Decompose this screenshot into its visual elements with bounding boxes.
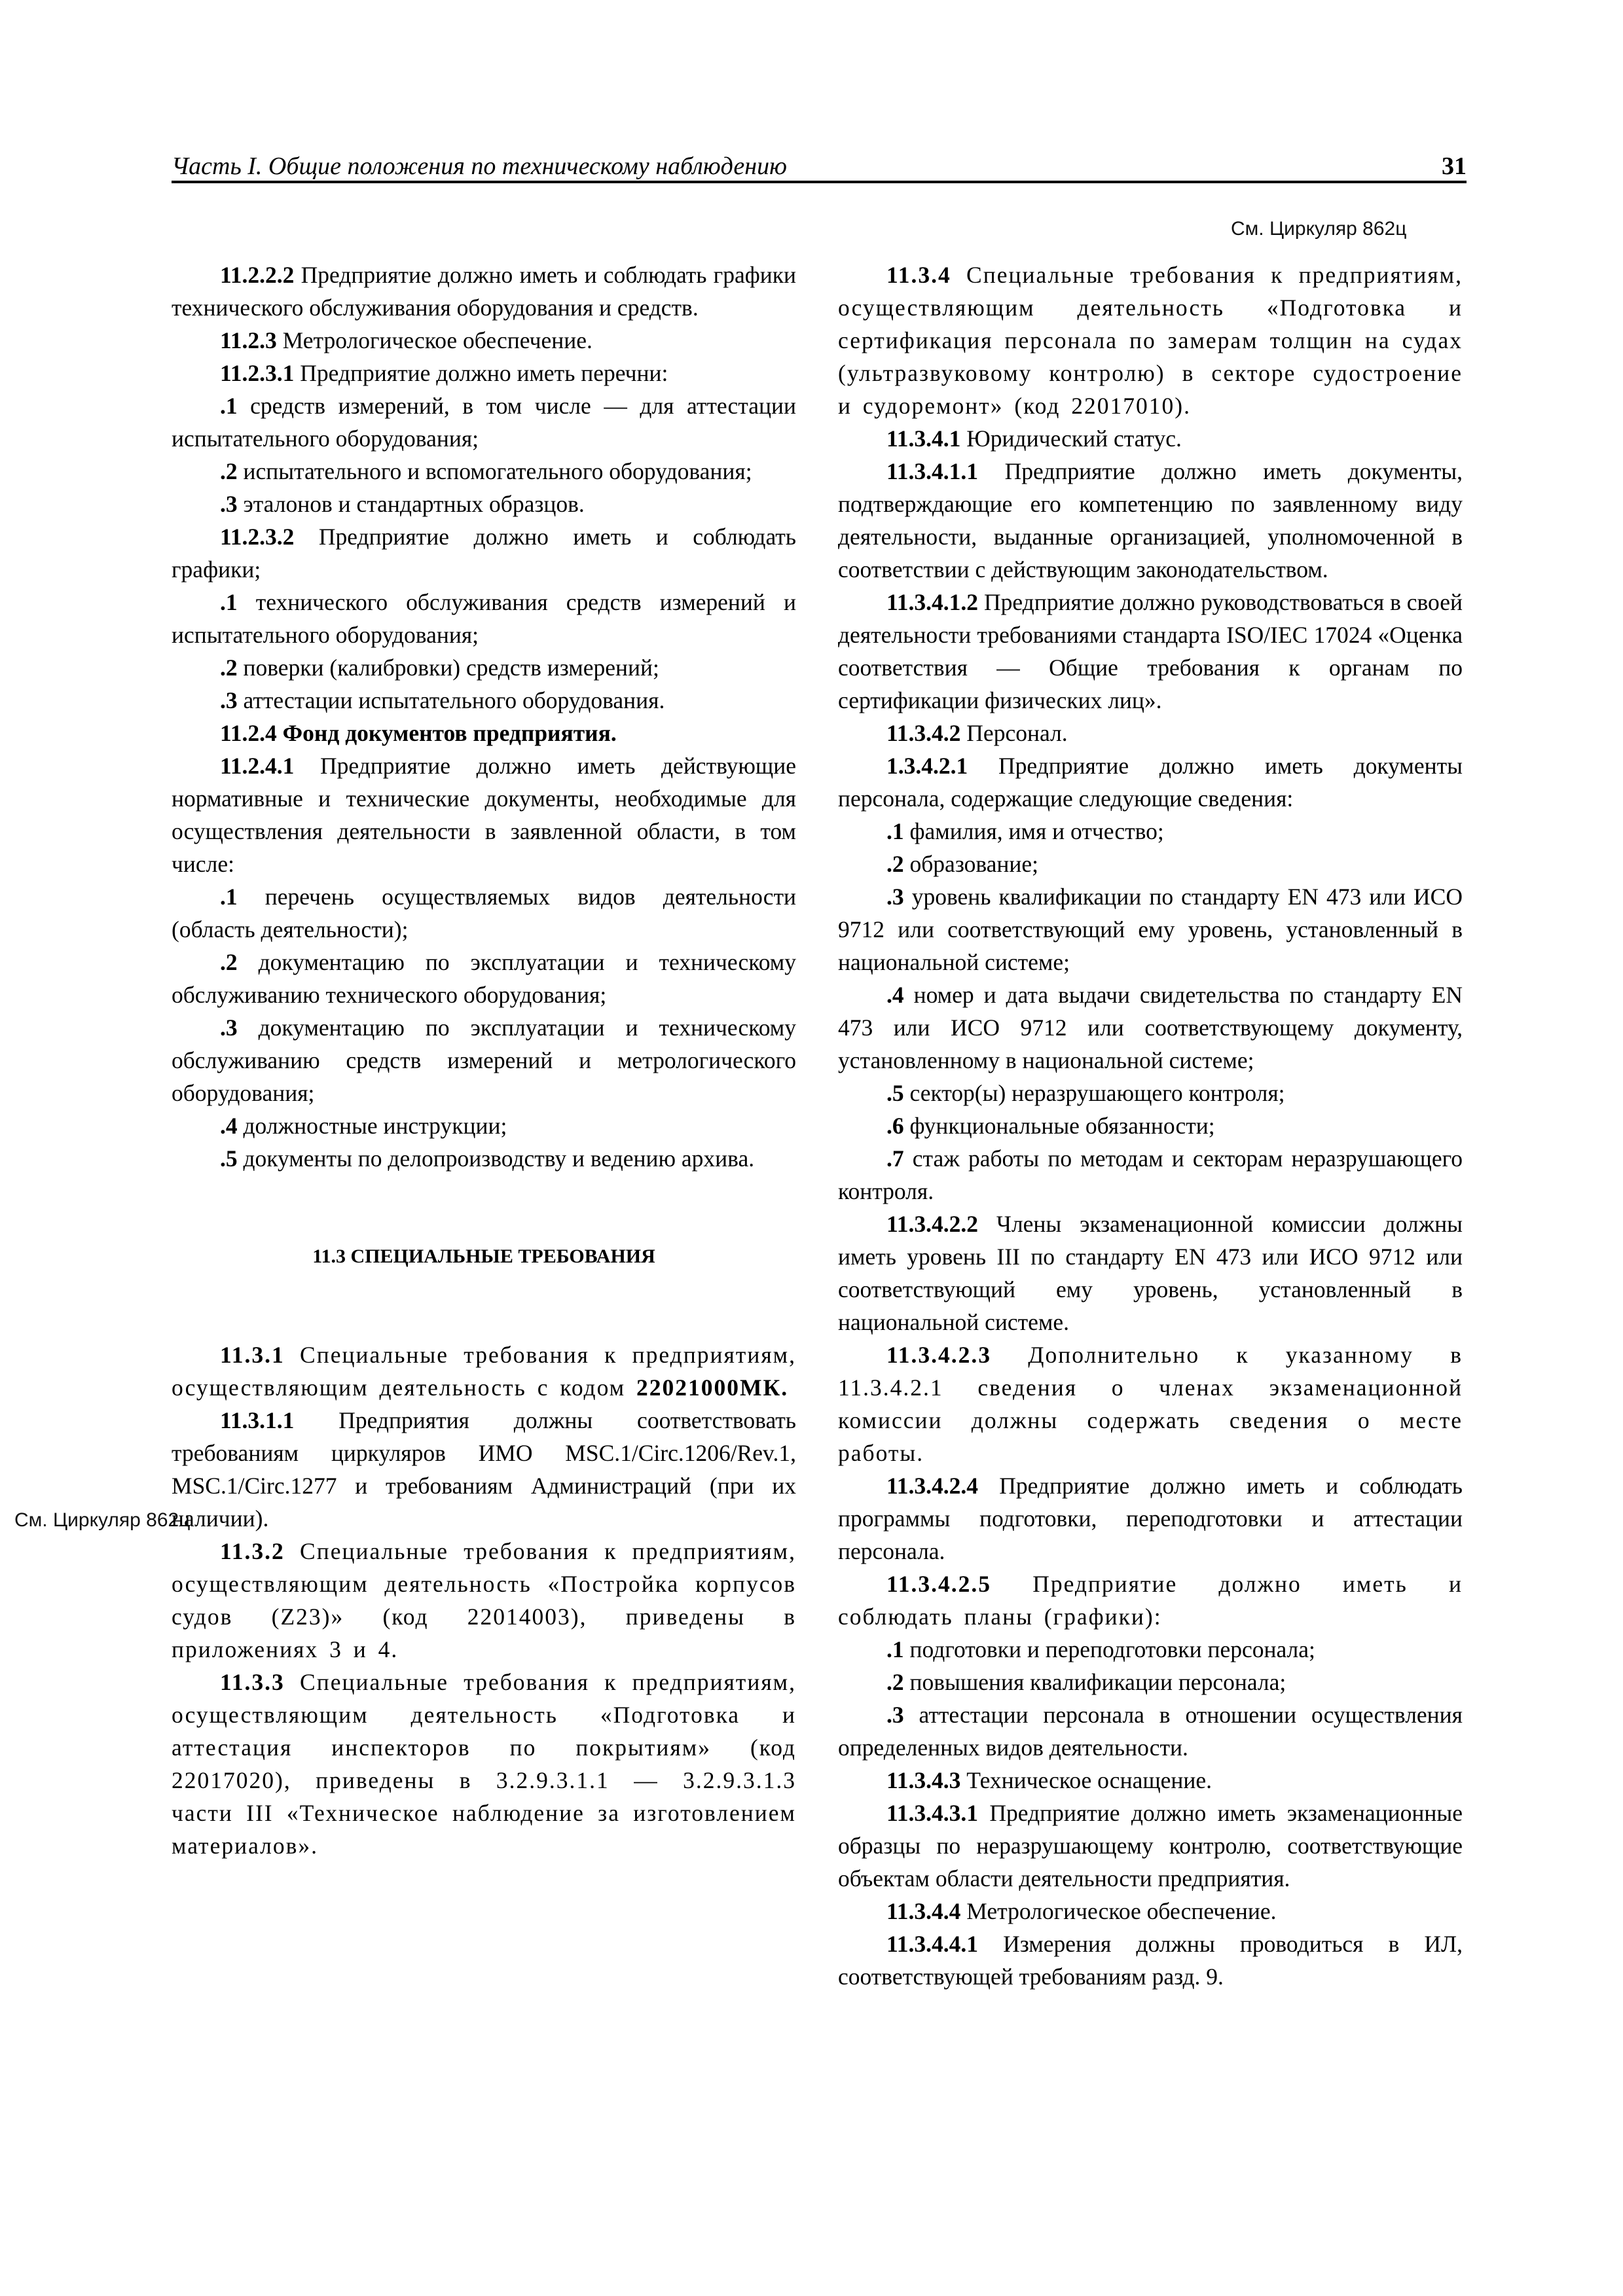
list-item: .2 образование; [886, 851, 1039, 877]
paragraph: 11.3.3 Специальные требования к предприятиям, осуществляющим деятельность «Подготовка и аттестация инспекторов по покрытиям» (код 22017020), приведены в 3.2.9.3.1.1 — 3.2.9.3.1.3 части III «Техническое наблюдение за изготовлением материалов». [172, 1669, 796, 1859]
list-item: .1 технического обслуживания средств измерений и испытательного оборудования; [172, 589, 796, 648]
left-column [172, 259, 796, 1862]
paragraph: 11.2.3.1 Предприятие должно иметь перечни: [220, 360, 668, 386]
paragraph: 11.3.4.2.5 Предприятие должно иметь и соблюдать планы (графики): [838, 1571, 1463, 1630]
list-item: .2 испытательного и вспомогательного оборудования; [220, 458, 752, 484]
circular-note-top: См. Циркуляр 862ц [1231, 218, 1407, 240]
paragraph: 11.3.4.1.1 Предприятие должно иметь документы, подтверждающие его компетенцию по заявленному виду деятельности, выданные организацией, уполномоченной в соответствии с действующим законодательством. [838, 458, 1463, 583]
paragraph: 11.3.4.4 Метрологическое обеспечение. [886, 1898, 1277, 1924]
paragraph: 11.3.4 Специальные требования к предприятиям, осуществляющим деятельность «Подготовка и сертификация персонала по замерам толщин на судах (ультразвуковому контролю) в секторе судостроение и судоремонт» (код 22017010). [838, 262, 1463, 419]
paragraph: 11.3.4.2.2 Члены экзаменационной комиссии должны иметь уровень III по стандарту EN 473 или ИСО 9712 или соответствующий ему уровень, установленный в национальной системе. [838, 1211, 1463, 1335]
paragraph: 11.3.1 Специальные требования к предприятиям, осуществляющим деятельность с кодом 22021000МК. [172, 1342, 796, 1401]
paragraph: 11.3.4.1.2 Предприятие должно руководствоваться в своей деятельности требованиями стандарта ISO/IEC 17024 «Оценка соответствия — Общие требования к органам по сертификации физических лиц». [838, 589, 1463, 713]
circular-note-margin: См. Циркуляр 862ц [14, 1509, 191, 1531]
list-item: .2 поверки (калибровки) средств измерений; [220, 655, 659, 681]
paragraph: 11.3.4.3.1 Предприятие должно иметь экзаменационные образцы по неразрушающему контролю, соответствующие объектам области деятельности предприятия. [838, 1800, 1463, 1892]
paragraph: 11.3.4.3 Техническое оснащение. [886, 1767, 1213, 1793]
list-item: .3 аттестации персонала в отношении осуществления определенных видов деятельности. [838, 1702, 1463, 1761]
paragraph: 11.3.4.2.4 Предприятие должно иметь и соблюдать программы подготовки, переподготовки и аттестации персонала. [838, 1473, 1463, 1564]
section-heading: 11.3 СПЕЦИАЛЬНЫЕ ТРЕБОВАНИЯ [312, 1246, 655, 1267]
list-item: .5 документы по делопроизводству и ведению архива. [220, 1145, 755, 1172]
list-item: .1 подготовки и переподготовки персонала; [886, 1636, 1315, 1662]
paragraph: 11.3.2 Специальные требования к предприятиям, осуществляющим деятельность «Постройка корпусов судов (Z23)» (код 22014003), приведены в приложениях 3 и 4. [172, 1538, 796, 1662]
paragraph: 11.3.4.2.3 Дополнительно к указанному в 11.3.4.2.1 сведения о членах экзаменационной комиссии должны содержать сведения о месте работы. [838, 1342, 1463, 1466]
list-item: .4 номер и дата выдачи свидетельства по стандарту EN 473 или ИСО 9712 или соответствующему документу, установленному в национальной системе; [838, 982, 1463, 1073]
running-title: Часть I. Общие положения по техническому наблюдению [172, 152, 787, 180]
paragraph: 11.2.3 Метрологическое обеспечение. [220, 327, 593, 353]
list-item: .1 средств измерений, в том числе — для аттестации испытательного оборудования; [172, 393, 796, 452]
paragraph: 11.3.4.4.1 Измерения должны проводиться в ИЛ, соответствующей требованиям разд. 9. [838, 1931, 1463, 1990]
list-item: .7 стаж работы по методам и секторам неразрушающего контроля. [838, 1145, 1463, 1204]
list-item: .3 документацию по эксплуатации и техническому обслуживанию средств измерений и метрологического оборудования; [172, 1014, 796, 1106]
paragraph: 11.3.4.2 Персонал. [886, 720, 1068, 746]
list-item: .1 фамилия, имя и отчество; [886, 818, 1164, 844]
paragraph: 1.3.4.2.1 Предприятие должно иметь документы персонала, содержащие следующие сведения: [838, 753, 1463, 812]
list-item: .6 функциональные обязанности; [886, 1113, 1215, 1139]
paragraph: 11.2.2.2 Предприятие должно иметь и соблюдать графики технического обслуживания оборудования и средств. [172, 262, 796, 321]
list-item: .5 сектор(ы) неразрушающего контроля; [886, 1080, 1285, 1106]
list-item: .3 уровень квалификации по стандарту EN 473 или ИСО 9712 или соответствующий ему уровень, установленный в национальной системе; [838, 884, 1463, 975]
header-rule [172, 181, 1467, 183]
page-header [172, 152, 1467, 179]
list-item: .3 эталонов и стандартных образцов. [220, 491, 585, 517]
paragraph: 11.3.1.1 Предприятия должны соответствовать требованиям циркуляров ИМО MSC.1/Circ.1206/Rev.1, MSC.1/Circ.1277 и требованиям Администраций (при их наличии). [172, 1407, 796, 1532]
list-item: .4 должностные инструкции; [220, 1113, 507, 1139]
list-item: .1 перечень осуществляемых видов деятельности (область деятельности); [172, 884, 796, 942]
paragraph: 11.2.4.1 Предприятие должно иметь действующие нормативные и технические документы, необходимые для осуществления деятельности в заявленной области, в том числе: [172, 753, 796, 877]
page-number: 31 [1442, 152, 1467, 180]
list-item: .2 документацию по эксплуатации и техническому обслуживанию технического оборудования; [172, 949, 796, 1008]
list-item: .2 повышения квалификации персонала; [886, 1669, 1286, 1695]
paragraph: 11.2.3.2 Предприятие должно иметь и соблюдать графики; [172, 524, 796, 583]
right-column [838, 259, 1463, 1993]
list-item: .3 аттестации испытательного оборудования. [220, 687, 665, 713]
paragraph: 11.3.4.1 Юридический статус. [886, 425, 1182, 452]
paragraph: 11.2.4 Фонд документов предприятия. [220, 720, 617, 746]
